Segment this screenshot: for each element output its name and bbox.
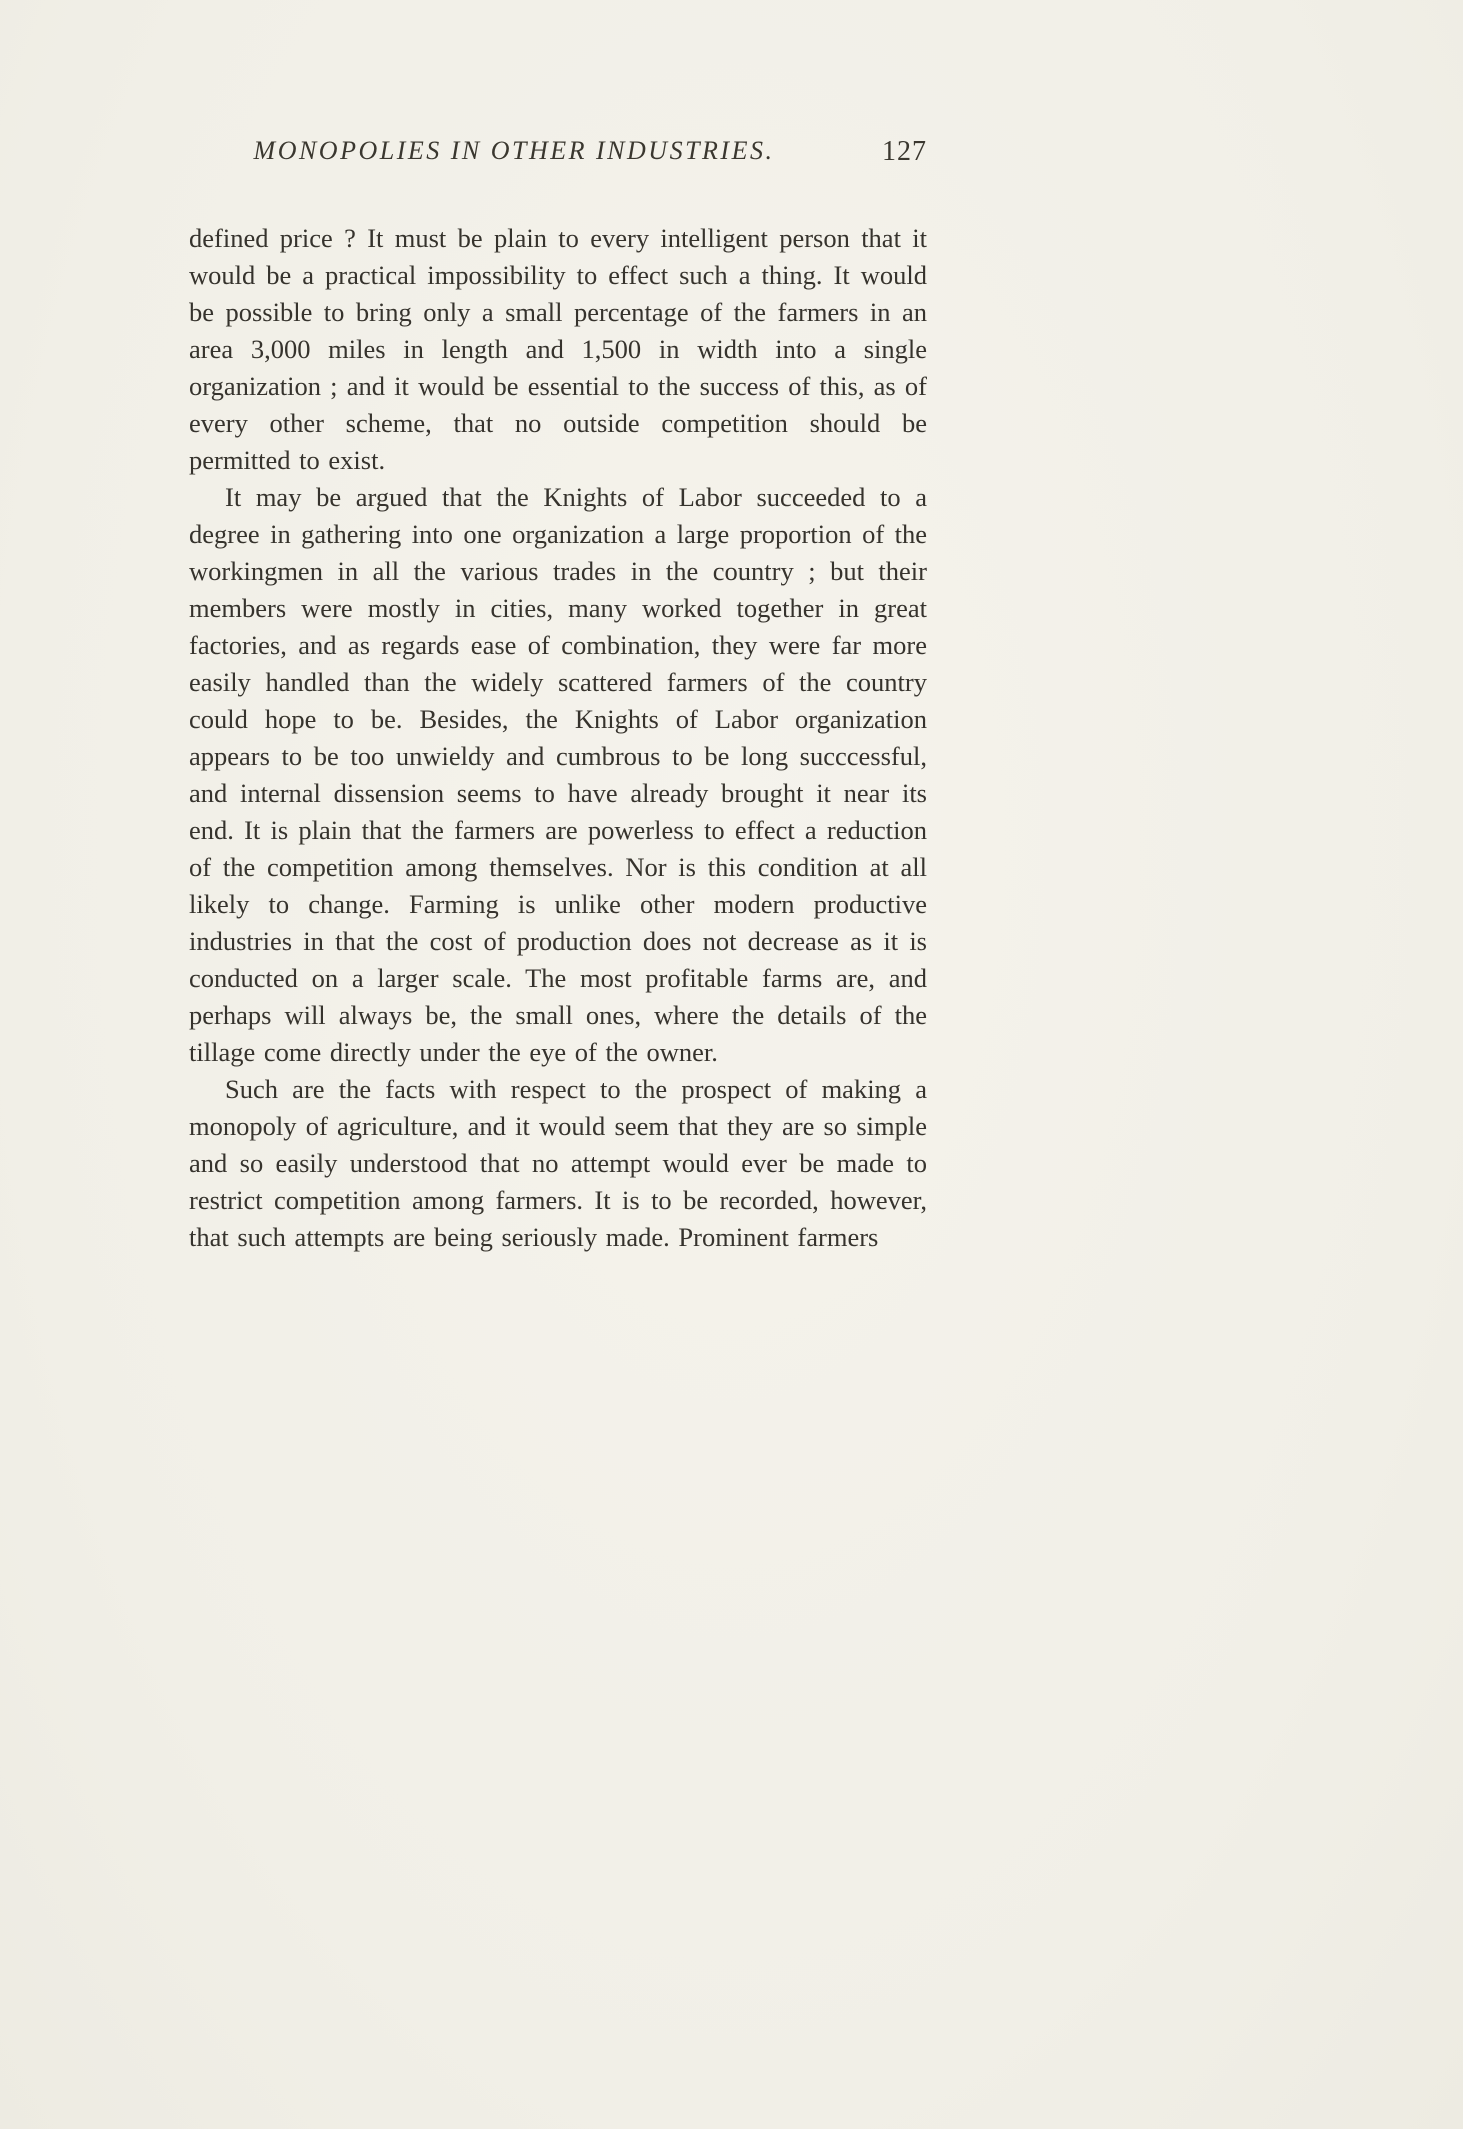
running-head [189,136,927,176]
paragraph: Such are the facts with respect to the prospect of making a monopoly of agriculture, and it would seem that they are so simple and so easily understood that no attempt would ever be made to restrict competition among farmers. It is to be recorded, however, that such attempts are being seriously made. Prominent farmers [189,1074,927,1252]
page-body [189,220,927,1256]
paragraph: defined price ? It must be plain to every intelligent person that it would be a practical impossibility to effect such a thing. It would be possible to bring only a small percentage of the farmers in an area 3,000 miles in length and 1,500 in width into a single organization ; and it would be essential to the success of this, as of every other scheme, that no outside competition should be permitted to exist. [189,223,927,475]
page-title: MONOPOLIES IN OTHER INDUSTRIES. [253,136,775,165]
page-number: 127 [882,136,927,167]
paragraph: It may be argued that the Knights of Labor succeeded to a degree in gathering into one organization a large proportion of the workingmen in all the various trades in the country ; but their members were mostly in cities, many worked together in great factories, and as regards ease of combination, they were far more easily handled than the widely scattered farmers of the country could hope to be. Besides, the Knights of Labor organization appears to be too unwieldy and cumbrous to be long succcessful, and internal dissension seems to have already brought it near its end. It is plain that the farmers are powerless to effect a reduction of the competition among themselves. Nor is this condition at all likely to change. Farming is unlike other modern productive industries in that the cost of production does not decrease as it is conducted on a larger scale. The most profitable farms are, and perhaps will always be, the small ones, where the details of the tillage come directly under the eye of the owner. [189,482,927,1067]
page-content [189,136,927,1256]
